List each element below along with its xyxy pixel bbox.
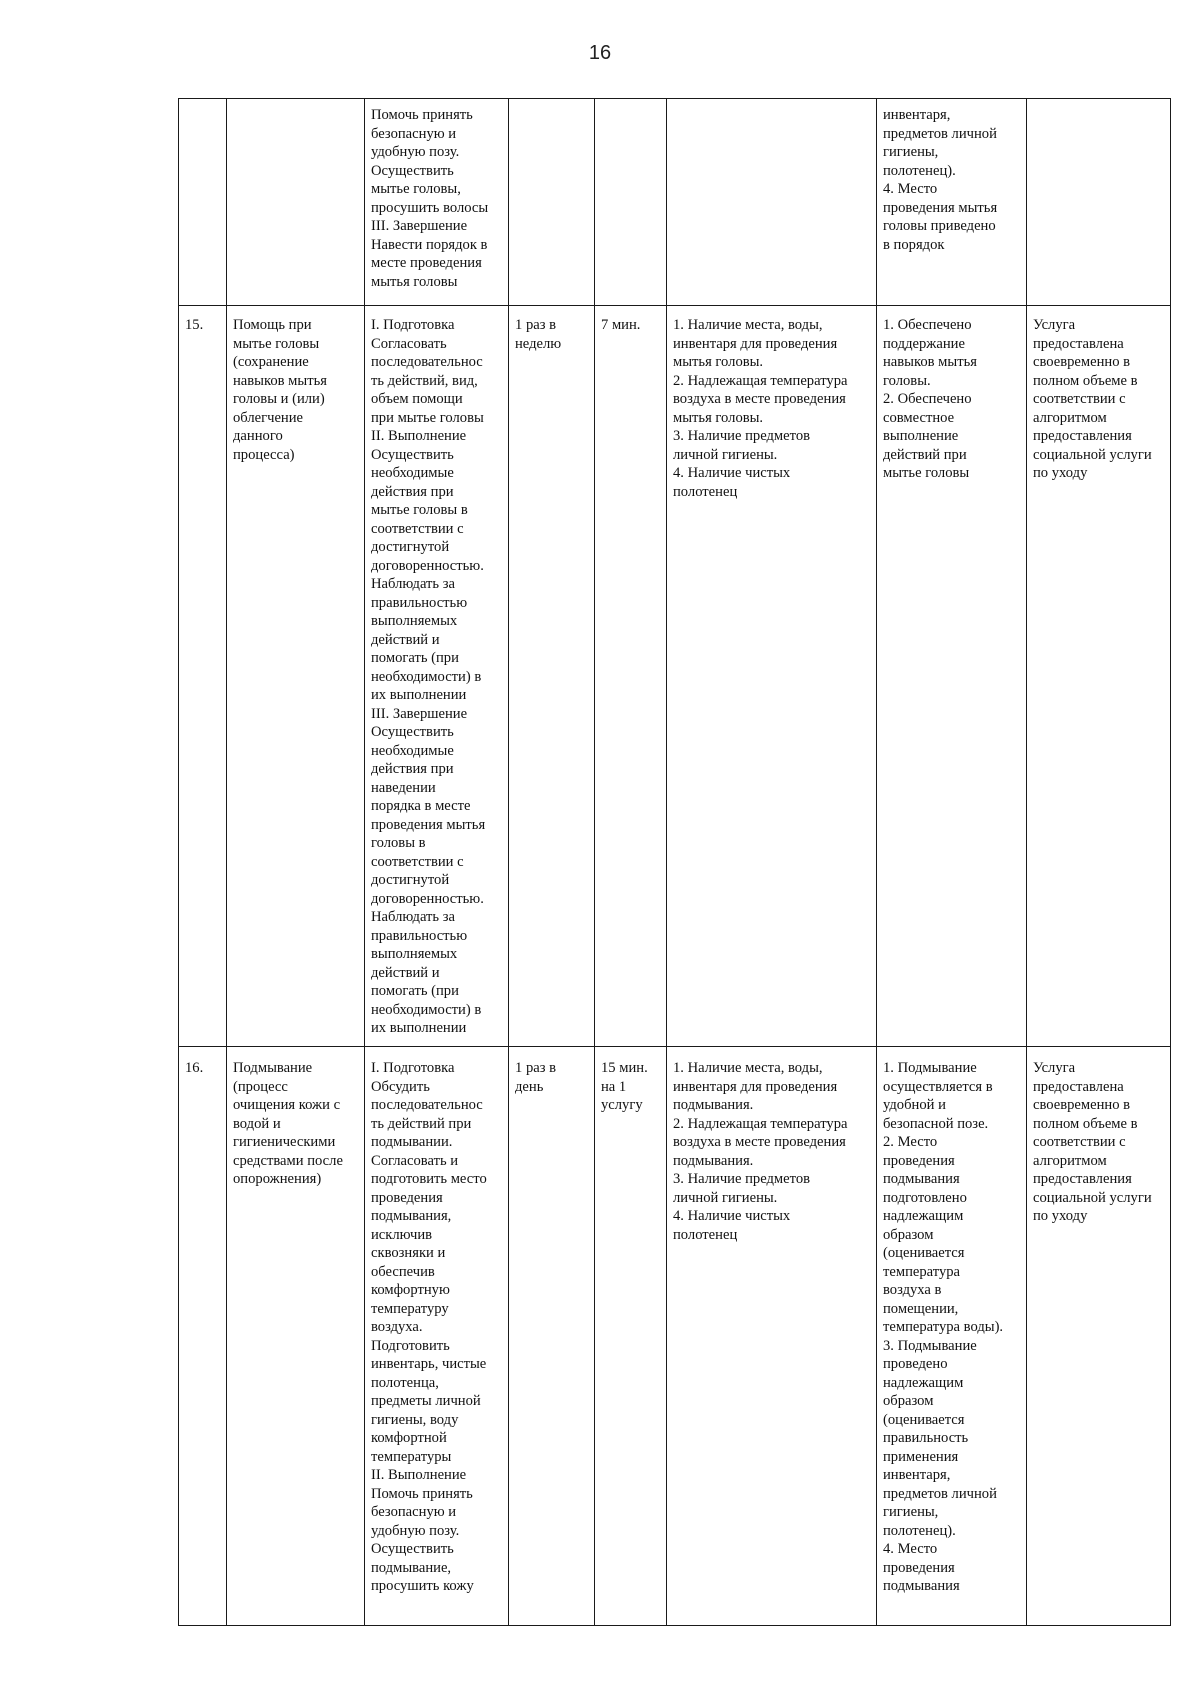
evaluation-cell — [1027, 99, 1171, 306]
service-steps-cell: I. Подготовка Обсудить последовательнос ть действий при подмывании. Согласовать и подготовить место проведения подмывания, исключив сквозняки и обеспечив комфортную температуру воздуха. Подготовить инвентарь, чистые полотенца, предметы личной гигиены, воду комфортной температуры II. Выполнение Помочь принять безопасную и удобную позу. Осуществить подмывание, просушить кожу — [365, 1047, 509, 1626]
duration-cell: 7 мин. — [595, 306, 667, 1047]
frequency-cell: 1 раз в неделю — [509, 306, 595, 1047]
service-name-cell: Подмывание (процесс очищения кожи с водой и гигиеническими средствами после опорожнения) — [227, 1047, 365, 1626]
conditions-cell — [667, 99, 877, 306]
care-services-table — [178, 98, 1171, 1626]
quality-indicators-cell: 1. Подмывание осуществляется в удобной и безопасной позе. 2. Место проведения подмывания подготовлено надлежащим образом (оценивается температура воздуха в помещении, температура воды). 3. Подмывание проведено надлежащим образом (оценивается правильность применения инвентаря, предметов личной гигиены, полотенец). 4. Место проведения подмывания — [877, 1047, 1027, 1626]
table-row — [179, 306, 1171, 1047]
duration-cell — [595, 99, 667, 306]
quality-indicators-cell: инвентаря, предметов личной гигиены, полотенец). 4. Место проведения мытья головы приведено в порядок — [877, 99, 1027, 306]
row-number-cell — [179, 99, 227, 306]
table-row — [179, 1047, 1171, 1626]
evaluation-cell: Услуга предоставлена своевременно в полном объеме в соответствии с алгоритмом предоставления социальной услуги по уходу — [1027, 306, 1171, 1047]
duration-cell: 15 мин. на 1 услугу — [595, 1047, 667, 1626]
row-number-cell: 16. — [179, 1047, 227, 1626]
evaluation-cell: Услуга предоставлена своевременно в полном объеме в соответствии с алгоритмом предоставления социальной услуги по уходу — [1027, 1047, 1171, 1626]
conditions-cell: 1. Наличие места, воды, инвентаря для проведения мытья головы. 2. Надлежащая температура воздуха в месте проведения мытья головы. 3. Наличие предметов личной гигиены. 4. Наличие чистых полотенец — [667, 306, 877, 1047]
table-row — [179, 99, 1171, 306]
service-name-cell — [227, 99, 365, 306]
page-number: 16 — [588, 42, 612, 64]
conditions-cell: 1. Наличие места, воды, инвентаря для проведения подмывания. 2. Надлежащая температура воздуха в месте проведения подмывания. 3. Наличие предметов личной гигиены. 4. Наличие чистых полотенец — [667, 1047, 877, 1626]
service-name-cell: Помощь при мытье головы (сохранение навыков мытья головы и (или) облегчение данного процесса) — [227, 306, 365, 1047]
row-number-cell: 15. — [179, 306, 227, 1047]
service-steps-cell: I. Подготовка Согласовать последовательнос ть действий, вид, объем помощи при мытье головы II. Выполнение Осуществить необходимые действия при мытье головы в соответствии с достигнутой договоренностью. Наблюдать за правильностью выполняемых действий и помогать (при необходимости) в их выполнении III. Завершение Осуществить необходимые действия при наведении порядка в месте проведения мытья головы в соответствии с достигнутой договоренностью. Наблюдать за правильностью выполняемых действий и помогать (при необходимости) в их выполнении — [365, 306, 509, 1047]
service-steps-cell: Помочь принять безопасную и удобную позу. Осуществить мытье головы, просушить волосы III. Завершение Навести порядок в месте проведения мытья головы — [365, 99, 509, 306]
quality-indicators-cell: 1. Обеспечено поддержание навыков мытья головы. 2. Обеспечено совместное выполнение действий при мытье головы — [877, 306, 1027, 1047]
frequency-cell — [509, 99, 595, 306]
frequency-cell: 1 раз в день — [509, 1047, 595, 1626]
